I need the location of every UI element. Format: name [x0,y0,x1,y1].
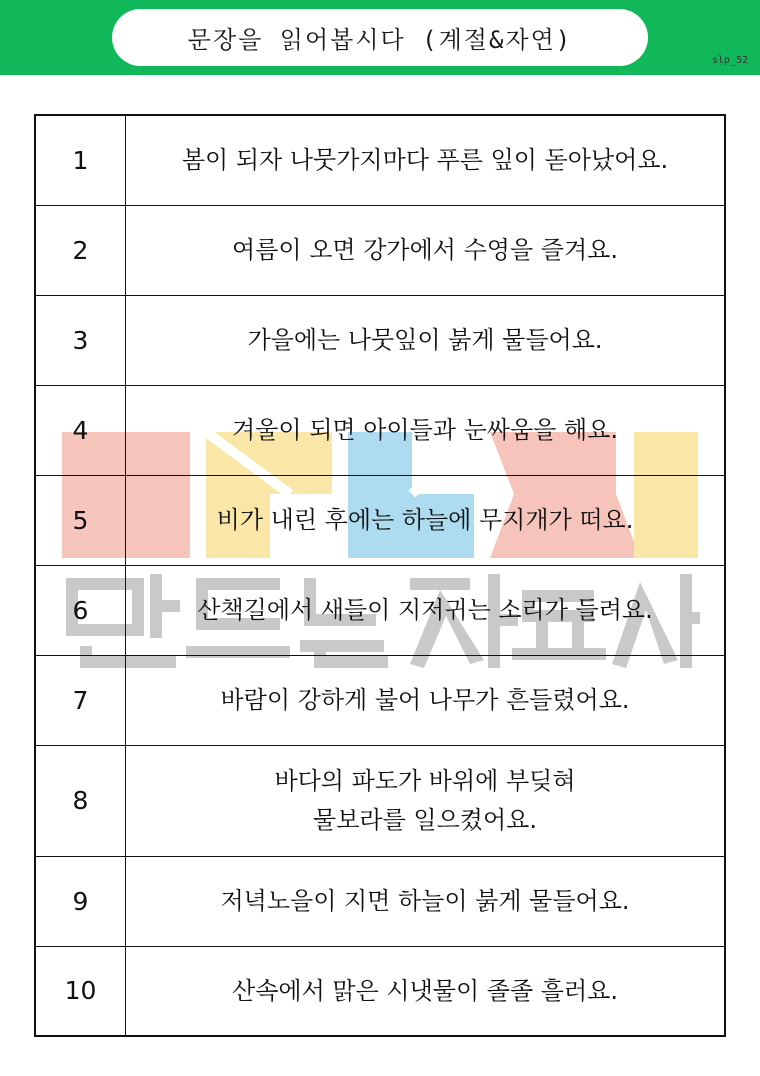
table-row [35,205,725,295]
sentence-table-wrapper [34,114,726,1037]
sentence-cell [126,856,726,946]
sentence-cell [126,115,726,205]
sentence-text: 저녁노을이 지면 하늘이 붉게 물들어요. [220,886,630,915]
sentence-cell [126,205,726,295]
table-row [35,295,725,385]
row-number: 5 [35,475,126,565]
sentence-text: 비가 내린 후에는 하늘에 무지개가 떠요. [216,505,634,534]
sentence-table [34,114,726,1037]
table-row [35,115,725,205]
row-number: 7 [35,655,126,745]
sentence-text: 산속에서 맑은 시냇물이 졸졸 흘러요. [232,976,618,1005]
sentence-text-line-1: 바다의 파도가 바위에 부딪혀 [274,767,576,796]
sentence-text: 겨울이 되면 아이들과 눈싸움을 해요. [232,415,618,444]
sentence-text: 봄이 되자 나뭇가지마다 푸른 잎이 돋아났어요. [181,146,669,175]
sentence-cell [126,385,726,475]
sentence-text: 가을에는 나뭇잎이 붉게 물들어요. [247,325,603,354]
row-number: 4 [35,385,126,475]
table-row [35,565,725,655]
sentence-cell [126,946,726,1036]
row-number: 1 [35,115,126,205]
table-row [35,745,725,856]
sentence-cell [126,655,726,745]
sentence-text: 여름이 오면 강가에서 수영을 즐겨요. [232,235,618,264]
sentence-cell [126,565,726,655]
row-number: 6 [35,565,126,655]
sentence-cell [126,745,726,856]
row-number: 8 [35,745,126,856]
table-row [35,946,725,1036]
table-row [35,655,725,745]
row-number: 9 [35,856,126,946]
row-number: 10 [35,946,126,1036]
row-number: 2 [35,205,126,295]
worksheet-code: slp_52 [711,55,748,66]
page-title: 문장을 읽어봅시다 (계절&자연) [112,9,648,66]
sentence-text: 바람이 강하게 불어 나무가 흔들렸어요. [220,685,630,714]
table-row [35,856,725,946]
table-row [35,385,725,475]
table-row [35,475,725,565]
row-number: 3 [35,295,126,385]
sentence-text-line-2: 물보라를 일으켰어요. [313,805,537,834]
sentence-cell [126,295,726,385]
sentence-text: 산책길에서 새들이 지저귀는 소리가 들려요. [197,595,653,624]
sentence-cell [126,475,726,565]
